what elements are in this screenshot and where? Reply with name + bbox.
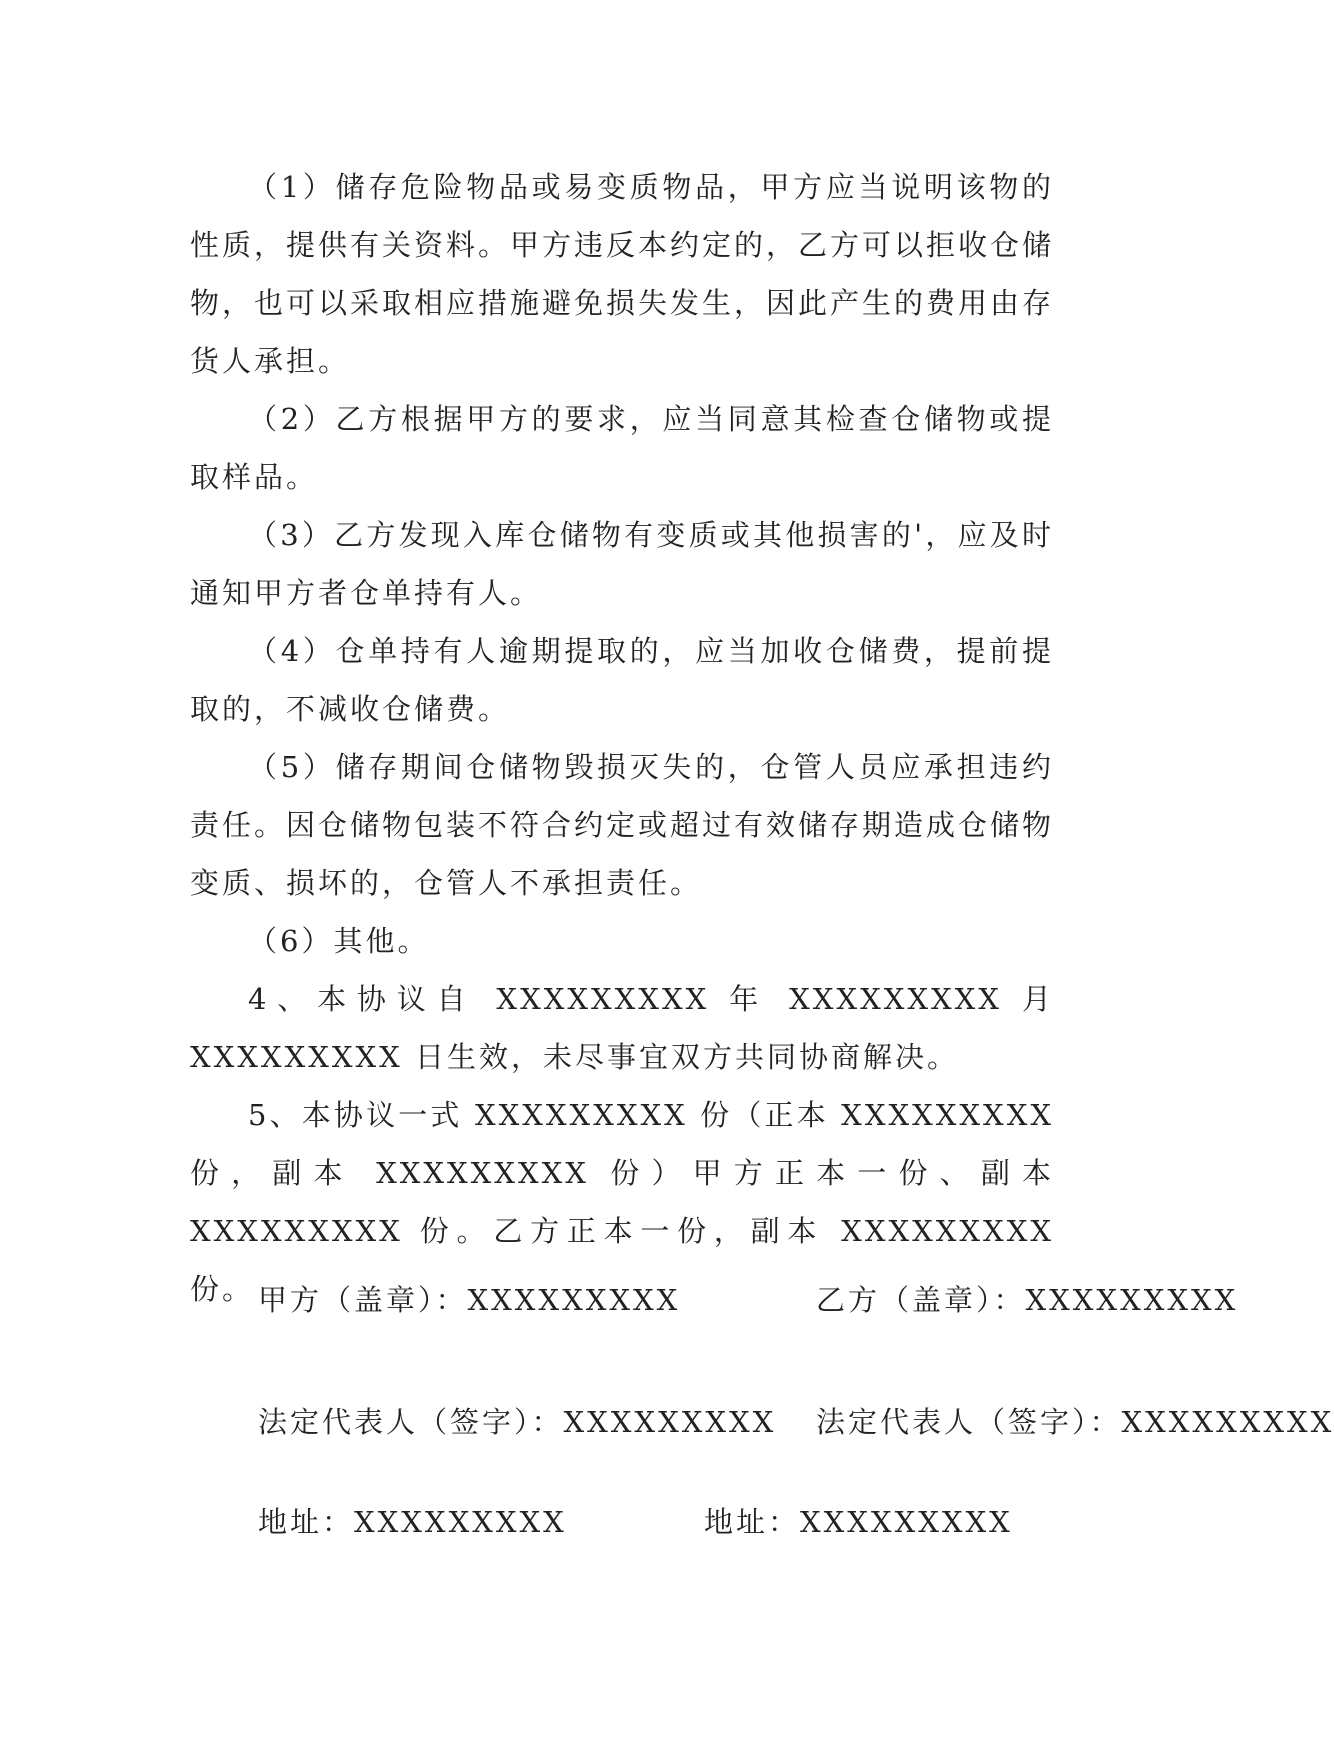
clause-1: （1）储存危险物品或易变质物品，甲方应当说明该物的性质，提供有关资料。甲方违反本约定的，乙方可以拒收仓储物，也可以采取相应措施避免损失发生，因此产生的费用由存货人承担。 [190, 170, 1055, 378]
party-b-representative: 法定代表人（签字）：XXXXXXXXX [816, 1405, 1334, 1439]
copies-clause: 5、本协议一式 XXXXXXXXX 份（正本 XXXXXXXXX 份，副本 XXXXXXXXX 份）甲方正本一份、副本 XXXXXXXXX 份。乙方正本一份，副本 XXXXXXXXX 份。 [190, 1098, 1054, 1306]
document-body [190, 158, 1054, 1318]
party-b-address: 地址：XXXXXXXXX [704, 1505, 1013, 1539]
clause-3: （3）乙方发现入库仓储物有变质或其他损害的'，应及时通知甲方者仓单持有人。 [190, 518, 1054, 610]
party-b-seal: 乙方（盖章）：XXXXXXXXX [816, 1283, 1239, 1317]
effective-date-clause: 4、本协议自 XXXXXXXXX 年 XXXXXXXXX 月 XXXXXXXXX 日生效，未尽事宜双方共同协商解决。 [190, 982, 1054, 1074]
clause-6: （6）其他。 [248, 924, 430, 958]
party-a-seal: 甲方（盖章）：XXXXXXXXX [258, 1283, 681, 1317]
clause-4: （4）仓单持有人逾期提取的，应当加收仓储费，提前提取的，不减收仓储费。 [190, 634, 1054, 726]
clause-5: （5）储存期间仓储物毁损灭失的，仓管人员应承担违约责任。因仓储物包装不符合约定或超过有效储存期造成仓储物变质、损坏的，仓管人不承担责任。 [190, 750, 1055, 900]
party-a-address: 地址：XXXXXXXXX [258, 1505, 567, 1539]
clause-2: （2）乙方根据甲方的要求，应当同意其检查仓储物或提取样品。 [190, 402, 1054, 494]
party-a-representative: 法定代表人（签字）：XXXXXXXXX [258, 1405, 777, 1439]
